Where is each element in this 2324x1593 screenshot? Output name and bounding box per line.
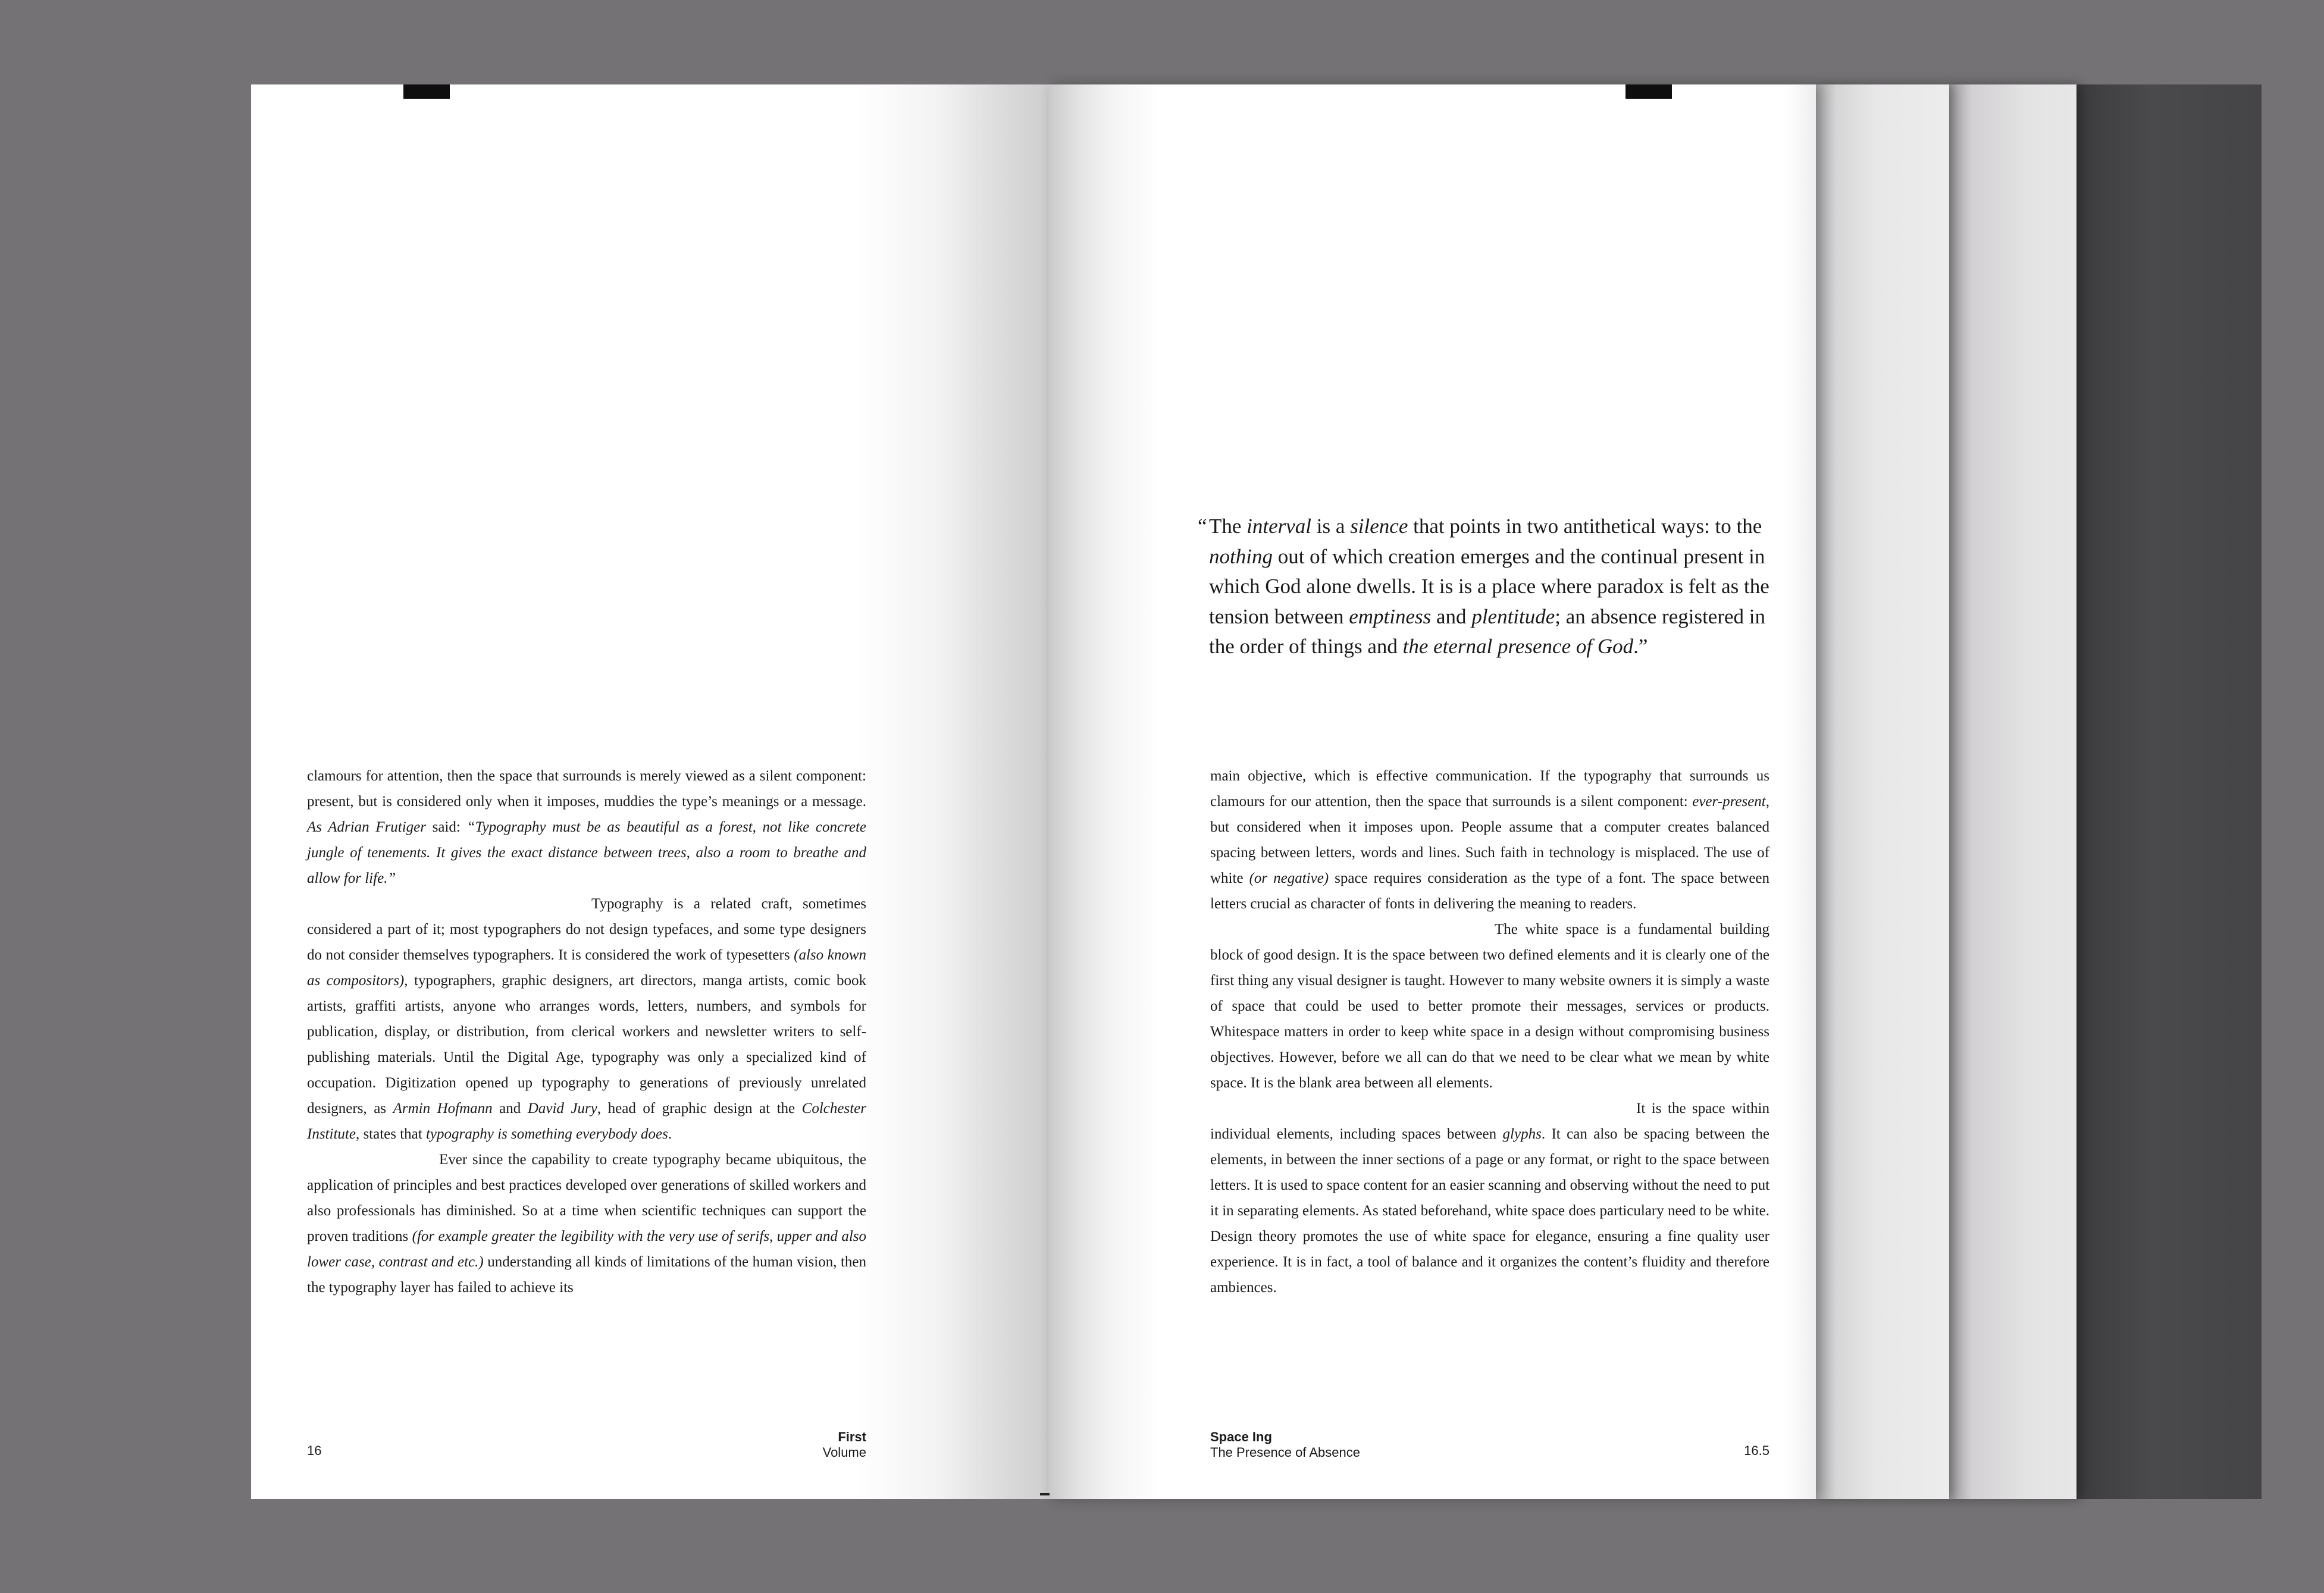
text-run: The bbox=[1209, 515, 1247, 538]
italic-run: silence bbox=[1350, 515, 1408, 538]
pull-quote bbox=[1198, 512, 1780, 662]
italic-run: emptiness bbox=[1349, 604, 1432, 628]
right-page-number: 16.5 bbox=[1744, 1443, 1769, 1458]
body-paragraph bbox=[1210, 917, 1769, 1096]
text-run: The white space is a fundamental building block of good design. It is the space between two defined elements and it is clearly one of the first thing any visual designer is taught. However to many website owners it is simply a waste of space that could be used to better promote their messages, services or products. Whitespace matters in order to keep white space in a design without compromising business objectives. However, before we all can do that we need to be clear what we mean by white space. It is the blank area between all elements. bbox=[1210, 921, 1769, 1091]
right-page-body-text bbox=[1210, 763, 1769, 1300]
left-page-body-text bbox=[307, 763, 866, 1300]
text-run: ; an absence registered in the order of things and bbox=[1209, 604, 1766, 658]
text-run: , states that bbox=[355, 1126, 426, 1142]
text-run: is a bbox=[1311, 515, 1351, 538]
italic-run: nothing bbox=[1209, 544, 1273, 568]
text-run: . bbox=[668, 1126, 672, 1142]
text-run: out of which creation emerges and the continual present in which God alone dwells. It is is a place where paradox is felt as the tension between bbox=[1209, 544, 1769, 628]
right-footer-subtitle: The Presence of Absence bbox=[1210, 1445, 1360, 1460]
left-page-number: 16 bbox=[307, 1443, 322, 1458]
italic-run: the eternal presence of God bbox=[1402, 635, 1634, 658]
text-run: , but considered when it imposes upon. People assume that a computer creates balanced spacing between letters, words and lines. Such faith in technology is misplaced. The use of white bbox=[1210, 794, 1769, 886]
left-footer-title: First bbox=[838, 1429, 866, 1444]
italic-run: (for example greater the legibility with the very use of serifs, upper and also lower case, contrast and etc.) bbox=[307, 1228, 866, 1270]
italic-run: “Typography must be as beautiful as a forest, not like concrete jungle of tenements. It gives the exact distance between trees, also a room to breathe and allow for life.” bbox=[307, 819, 867, 886]
body-paragraph bbox=[307, 763, 866, 891]
back-page-stack-dark bbox=[2076, 84, 2262, 1499]
right-footer-title: Space Ing bbox=[1210, 1429, 1272, 1444]
text-run: , typographers, graphic designers, art directors, manga artists, comic book artists, graffiti artists, anyone who arranges words, letters, numbers, and symbols for publication, display, or distribution, from clerical workers and newsletter writers to self-publishing materials. Until the Digital Age, typography was only a specialized kind of occupation. Digitization opened up typography to generations of previously unrelated designers, as bbox=[307, 973, 866, 1117]
text-run: main objective, which is effective communication. If the typography that surrounds us clamours for our attention, then the space that surrounds is a silent component: bbox=[1210, 768, 1769, 810]
back-page-stack-front bbox=[1816, 84, 1949, 1499]
back-page-stack-middle bbox=[1949, 84, 2076, 1499]
italic-run: (or negative) bbox=[1249, 870, 1329, 886]
italic-run: ever-present bbox=[1692, 794, 1766, 810]
bookmark-tab-left bbox=[403, 84, 450, 99]
text-run: . It can also be spacing between the elements, in between the inner sections of a page or any format, or right to the space between letters. It is used to space content for an easier scanning and observing without the need to put it in separating elements. As stated beforehand, white space does particulary need to be white. Design theory promotes the use of white space for elegance, ensuring a fine quality user experience. It is in fact, a tool of balance and it organizes the content’s fluidity and therefore ambiences. bbox=[1210, 1126, 1770, 1296]
text-run: .” bbox=[1633, 635, 1648, 658]
text-run: , head of graphic design at the bbox=[597, 1100, 802, 1117]
italic-run: (also known as compositors) bbox=[307, 947, 866, 989]
text-run: clamours for attention, then the space that surrounds is merely viewed as a silent component: present, but is considered only when it imposes, muddies the type’s meanings or a message. bbox=[307, 768, 866, 810]
text-run: and bbox=[1431, 604, 1472, 628]
italic-run: Armin Hofmann bbox=[393, 1100, 493, 1117]
italic-run: plentitude bbox=[1471, 604, 1555, 628]
quote-text bbox=[1209, 515, 1769, 658]
text-run: Typography is a related craft, sometimes considered a part of it; most typographers do not design typefaces, and some type designers do not consider themselves typographers. It is considered the work of typesetters bbox=[307, 896, 866, 963]
body-paragraph bbox=[307, 1147, 866, 1300]
italic-run: Colchester Institute bbox=[307, 1100, 866, 1142]
body-paragraph bbox=[1210, 1096, 1769, 1300]
right-running-footer bbox=[1210, 1429, 1360, 1460]
bookmark-tab-right bbox=[1625, 84, 1672, 99]
text-run: understanding all kinds of limitations of the human vision, then the typography layer has failed to achieve its bbox=[307, 1254, 866, 1296]
body-paragraph bbox=[1210, 763, 1769, 917]
italic-run: As Adrian Frutiger bbox=[307, 819, 427, 835]
text-run: said: bbox=[426, 819, 467, 835]
italic-run: typography is something everybody does bbox=[425, 1126, 668, 1142]
left-running-footer bbox=[608, 1429, 866, 1460]
italic-run: David Jury bbox=[527, 1100, 597, 1117]
italic-run: interval bbox=[1246, 515, 1312, 538]
left-footer-subtitle: Volume bbox=[822, 1445, 866, 1460]
text-run: and bbox=[492, 1100, 528, 1117]
italic-run: glyphs bbox=[1502, 1126, 1542, 1142]
quote-open-mark: “ bbox=[1198, 515, 1207, 538]
spine-crease bbox=[1040, 1493, 1050, 1495]
text-run: that points in two antithetical ways: to the bbox=[1408, 515, 1762, 538]
text-run: Ever since the capability to create typography became ubiquitous, the application of principles and best practices developed over generations of skilled workers and also professionals has diminished. So at a time when scientific techniques can support the proven traditions bbox=[307, 1152, 866, 1244]
right-page bbox=[1048, 84, 1816, 1499]
body-paragraph bbox=[307, 891, 866, 1147]
text-run: It is the space within individual elements, including spaces between bbox=[1210, 1100, 1769, 1142]
left-page bbox=[251, 84, 1048, 1499]
text-run: space requires consideration as the type of a font. The space between letters crucial as character of fonts in delivering the meaning to readers. bbox=[1210, 870, 1770, 912]
